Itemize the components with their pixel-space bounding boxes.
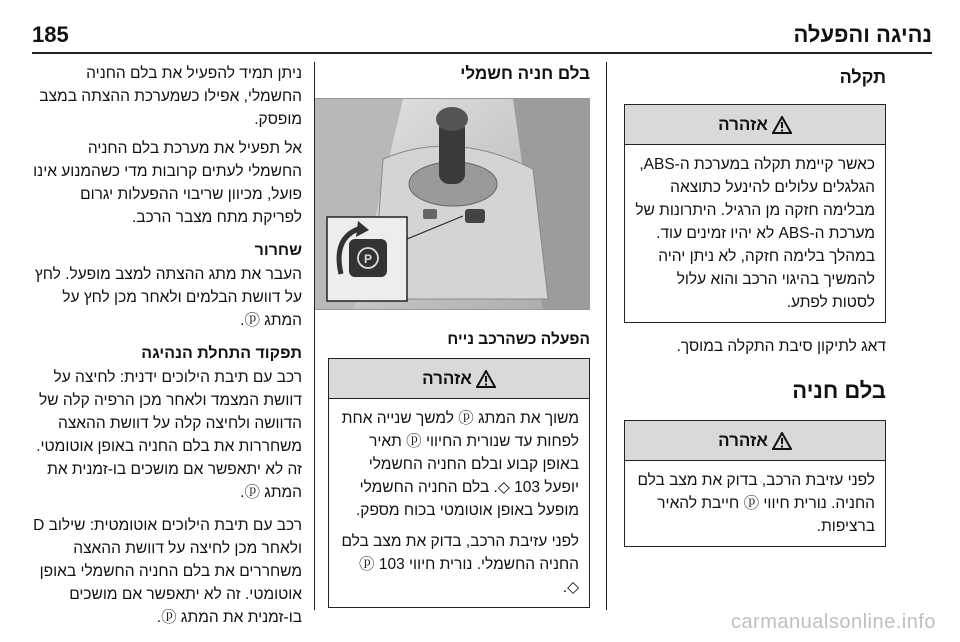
- warning-text: כאשר קיימת תקלה במערכת ה-ABS, הגלגלים עלולים להינעל כתוצאה מבלימה חזקה מן הרגיל. היתרונות של מערכת ה-ABS לא יהיו זמינים עוד. במהלך בלימה חזקה, לא ניתן יהיה להמשיך בהיגוי הרכב והוא עלול לסטות לפתע.: [635, 156, 875, 311]
- middle-column: [328, 62, 590, 608]
- fault-heading: תקלה: [839, 67, 886, 87]
- release-text: העבר את מתג ההצתה למצב מופעל. לחץ על דוושת הבלמים ולאחר מכן לחץ על המתג ⓟ.: [34, 266, 302, 329]
- warning-triangle-icon: [476, 370, 496, 388]
- release-heading: שחרור: [254, 242, 302, 259]
- automatic-transmission-text: רכב עם תיבת הילוכים אוטומטית: שילוב D ולאחר מכן לחיצה על דוושת ההאצה משחררים את בלם החניה החשמלי באופן אוטומטי. זה לא יתאפשר אם מושכים בו-זמנית את המתג ⓟ.: [33, 517, 302, 626]
- parking-brake-switch-callout: [327, 217, 407, 301]
- operation-warning-box: [328, 358, 590, 608]
- paragraph: אל תפעיל את מערכת בלם החניה החשמלי לעתים קרובות מדי כשהמנוע אינו פועל, מכיוון שריבוי ההפעלות יגרום לפריקת מתח מצבר הרכב.: [33, 140, 302, 226]
- gear-shifter-photo: [314, 98, 590, 310]
- watermark: carmanualsonline.info: [730, 611, 936, 633]
- abs-warning-box: [624, 104, 886, 323]
- page-number: 185: [32, 22, 69, 47]
- parking-brake-heading: בלם חניה: [792, 378, 886, 403]
- warning-text: לפני עזיבת הרכב, בדוק את מצב בלם החניה. נורית חיווי ⓟ חייבת להאיר ברציפות.: [637, 472, 875, 535]
- header-rule: [32, 52, 932, 54]
- warning-body: [329, 399, 589, 607]
- warning-header: [329, 359, 589, 399]
- fault-instruction: דאג לתיקון סיבת התקלה במוסך.: [676, 338, 886, 355]
- right-column: [624, 62, 886, 547]
- column-divider: [314, 62, 315, 610]
- page-header: [32, 22, 932, 56]
- paragraph: ניתן תמיד להפעיל את בלם החניה החשמלי, אפילו כשמערכת ההצתה במצב מופסק.: [39, 65, 302, 128]
- warning-label: אזהרה: [718, 114, 768, 134]
- manual-transmission-text: רכב עם תיבת הילוכים ידנית: לחיצה על דוושת המצמד ולאחר מכן הרפיה קלה של הדוושה ולחיצה קלה על דוושת ההאצה משחררות את בלם החניה באופן אוטומטי. זה לא יתאפשר אם מושכים בו-זמנית את המתג ⓟ.: [36, 369, 302, 501]
- warning-paragraph: לפני עזיבת הרכב, בדוק את מצב בלם החניה החשמלי. נורית חיווי ⓟ 103 ◇.: [341, 533, 579, 596]
- left-column: [32, 62, 302, 629]
- drive-away-heading: תפקוד התחלת הנהיגה: [141, 345, 302, 362]
- warning-triangle-icon: [772, 432, 792, 450]
- warning-label: אזהרה: [718, 430, 768, 450]
- electric-parking-brake-heading: בלם חניה חשמלי: [460, 64, 590, 83]
- page-title: נהיגה והפעלה: [793, 22, 932, 47]
- warning-paragraph: משוך את המתג ⓟ למשך שנייה אחת לפחות עד שנורית החיווי ⓟ תאיר באופן קבוע ובלם החניה החשמלי יופעל 103 ◇. בלם החניה החשמלי מופעל באופן אוטומטי בכוח מספק.: [341, 410, 579, 519]
- stationary-operation-heading: הפעלה כשהרכב נייח: [447, 331, 590, 348]
- warning-triangle-icon: [772, 116, 792, 134]
- parking-brake-warning-box: [624, 420, 886, 547]
- column-divider: [606, 62, 607, 610]
- warning-header: [625, 105, 885, 145]
- gear-shifter-image: [314, 99, 589, 310]
- warning-label: אזהרה: [422, 368, 472, 388]
- svg-text:P: P: [363, 252, 373, 266]
- warning-header: [625, 421, 885, 461]
